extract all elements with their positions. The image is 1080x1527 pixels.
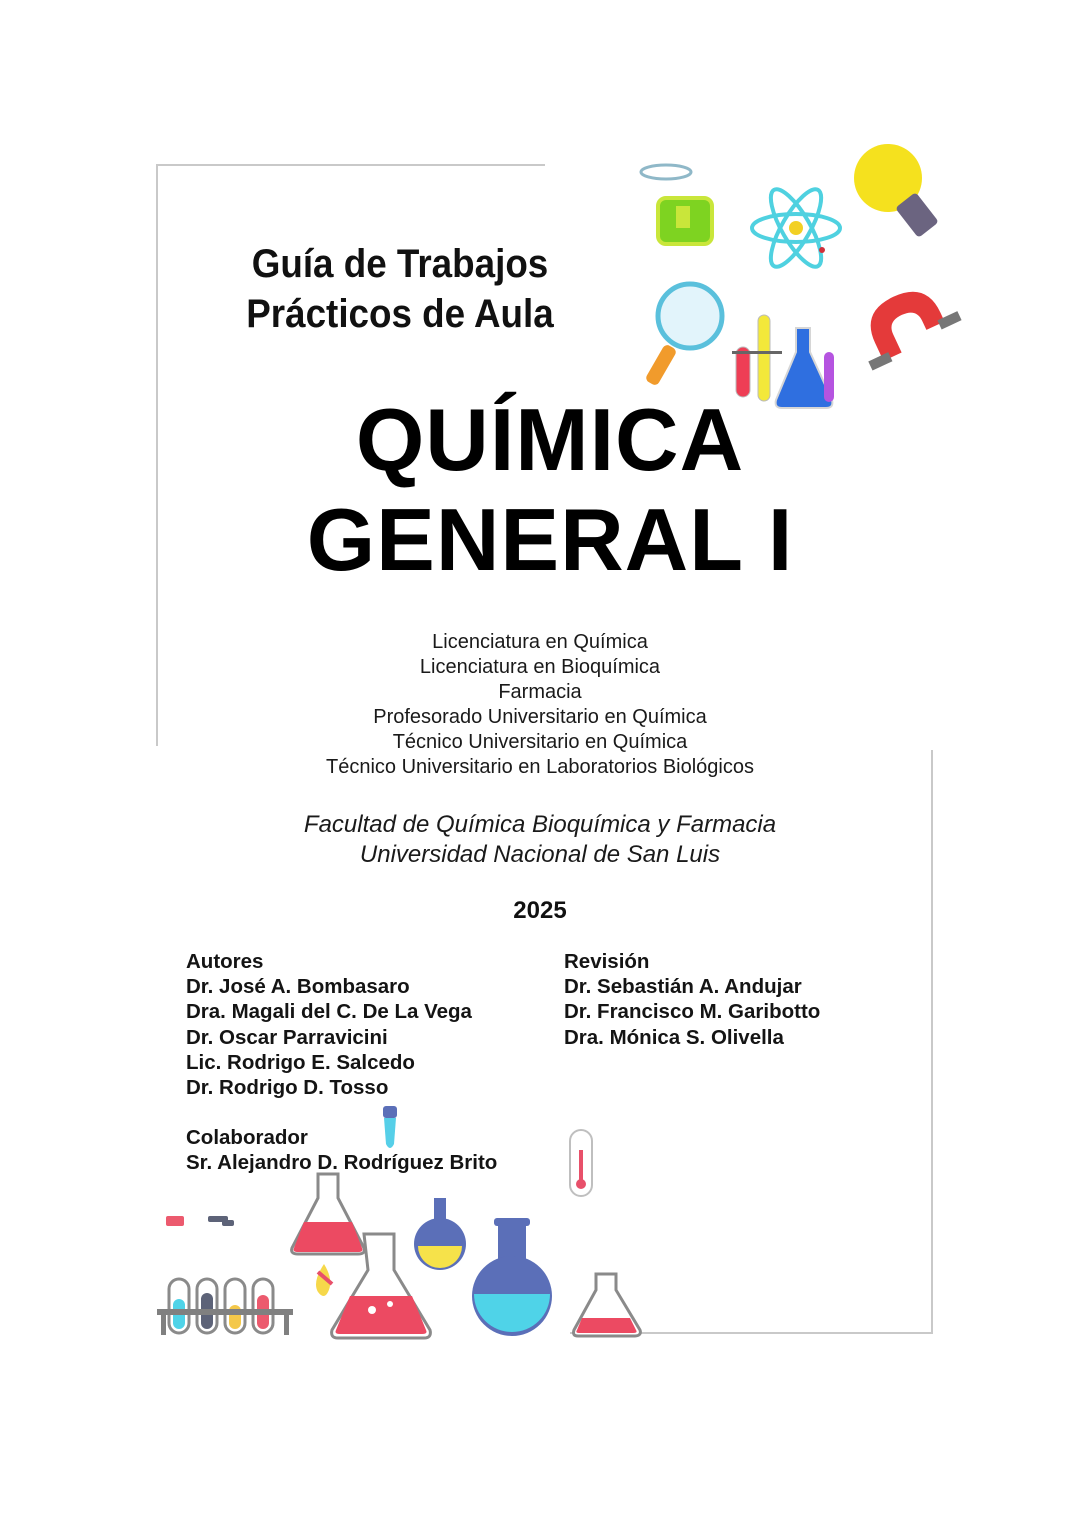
collaborator-heading: Colaborador bbox=[186, 1126, 308, 1150]
magnet-icon bbox=[846, 284, 956, 364]
ring-icon bbox=[636, 160, 696, 184]
small-flask-icon bbox=[570, 1270, 644, 1340]
author-name: Dr. Rodrigo D. Tosso bbox=[186, 1076, 389, 1100]
reviewer-name: Dr. Francisco M. Garibotto bbox=[564, 1000, 821, 1024]
author-name: Lic. Rodrigo E. Salcedo bbox=[186, 1050, 415, 1074]
program-item: Técnico Universitario en Química bbox=[392, 731, 688, 753]
author-name: Dr. José A. Bombasaro bbox=[186, 975, 410, 999]
program-item: Profesorado Universitario en Química bbox=[373, 706, 707, 728]
cover-title-line1: QUÍMICA bbox=[355, 390, 745, 489]
volumetric-flask-icon bbox=[464, 1216, 560, 1338]
cover-subtitle-line1: Guía de Trabajos bbox=[251, 242, 549, 286]
review-heading: Revisión bbox=[564, 950, 650, 973]
atom-icon bbox=[744, 180, 854, 280]
faculty-name: Facultad de Química Bioquímica y Farmacia bbox=[303, 811, 777, 838]
program-item: Licenciatura en Química bbox=[432, 631, 648, 653]
institution-block bbox=[240, 810, 840, 870]
reviewer-name: Dra. Mónica S. Olivella bbox=[564, 1025, 784, 1049]
frame-left-line bbox=[156, 164, 158, 746]
author-name: Dr. Oscar Parravicini bbox=[186, 1025, 388, 1049]
frame-top-line bbox=[157, 164, 545, 166]
thermometer-icon bbox=[566, 1128, 596, 1200]
authors-heading: Autores bbox=[186, 950, 264, 973]
year-label: 2025 bbox=[513, 897, 567, 924]
round-flask-icon bbox=[410, 1196, 472, 1276]
authors-block bbox=[186, 949, 497, 1176]
frame-right-line bbox=[931, 750, 933, 1334]
light-bulb-icon bbox=[844, 140, 944, 245]
reviewer-name: Dr. Sebastián A. Andujar bbox=[564, 975, 802, 999]
beaker-icon bbox=[652, 192, 722, 252]
program-item: Farmacia bbox=[498, 681, 582, 703]
cover-subtitle-line2: Prácticos de Aula bbox=[246, 292, 554, 336]
program-list bbox=[240, 630, 840, 780]
author-name: Dra. Magali del C. De La Vega bbox=[186, 1000, 472, 1024]
lab-bench-icon bbox=[160, 1210, 280, 1240]
collaborator-name: Sr. Alejandro D. Rodríguez Brito bbox=[186, 1151, 498, 1175]
magnifying-glass-icon bbox=[632, 276, 732, 388]
test-tube-rack-icon bbox=[155, 1275, 295, 1339]
dropper-icon bbox=[378, 1106, 402, 1154]
review-block bbox=[564, 949, 820, 1050]
program-item: Licenciatura en Bioquímica bbox=[419, 656, 661, 678]
cover-title-line2: GENERAL I bbox=[306, 490, 794, 589]
program-item: Técnico Universitario en Laboratorios Biológicos bbox=[326, 756, 754, 778]
spacer bbox=[186, 1100, 497, 1125]
university-name: Universidad Nacional de San Luis bbox=[359, 841, 721, 868]
